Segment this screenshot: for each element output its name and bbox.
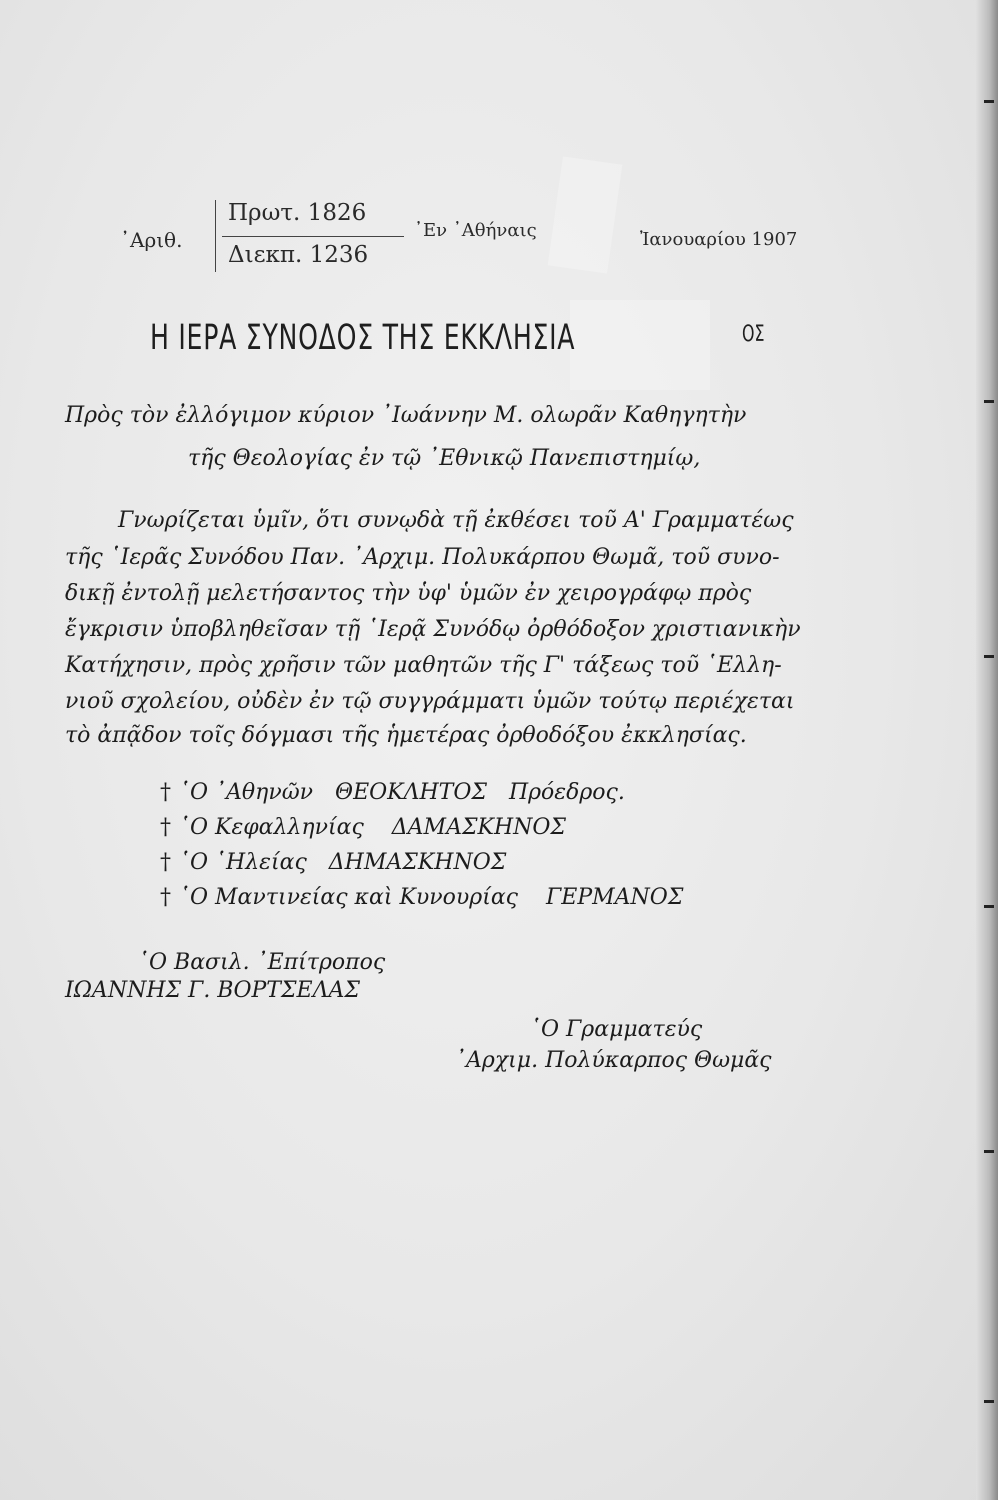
signatory-line: [160, 780, 625, 805]
body-line: νιοῦ σχολείου, οὐδὲν ἐν τῷ συγγράμματι ὑμῶν τούτῳ περιέχεται: [65, 689, 795, 714]
dagger-icon: †: [160, 850, 171, 875]
secretary-title: ῾Ο Γραμματεύς: [530, 1017, 703, 1042]
ref-number-label: ᾿Αριθ.: [120, 228, 183, 252]
body-line: δικῇ ἐντολῇ μελετήσαντος τὴν ὑφ' ὑμῶν ἐν χειρογράφῳ πρὸς: [65, 581, 752, 606]
paper-damage: [548, 156, 623, 273]
binding-mark: [984, 905, 994, 908]
signatory-see: ῾Ο Κεφαλληνίας: [179, 815, 364, 840]
document-title: Η ΙΕΡΑ ΣΥΝΟΔΟΣ ΤΗΣ ΕΚΚΛΗΣΙΑ: [150, 318, 576, 358]
place-line: ᾿Εν ᾿Αθήναις: [414, 220, 537, 241]
signatory-line: [160, 850, 506, 875]
signatory-line: [160, 815, 566, 840]
signatory-name: ΓΕΡΜΑΝΟΣ: [546, 885, 684, 910]
body-line: τῆς ῾Ιερᾶς Συνόδου Παν. ᾿Αρχιμ. Πολυκάρπου Θωμᾶ, τοῦ συνο-: [65, 545, 780, 570]
body-line: Κατήχησιν, πρὸς χρῆσιν τῶν μαθητῶν τῆς Γ' τάξεως τοῦ ῾Ελλη-: [65, 653, 782, 678]
secretary-name: ᾿Αρχιμ. Πολύκαρπος Θωμᾶς: [455, 1048, 772, 1073]
dispatch-number: Διεκπ. 1236: [228, 242, 369, 268]
binding-mark: [984, 100, 994, 103]
paper-damage: [570, 300, 710, 390]
document-title-fragment: ΟΣ: [742, 322, 765, 347]
binding-mark: [984, 655, 994, 658]
address-line: Πρὸς τὸν ἐλλόγιμον κύριον ᾿Ιωάννην Μ. ολωρᾶν Καθηγητὴν: [65, 403, 747, 428]
dagger-icon: †: [160, 885, 171, 910]
signatory-role: Πρόεδρος.: [508, 780, 625, 805]
date-line: Ἰανουαρίου 1907: [640, 229, 798, 250]
signatory-name: ΔΑΜΑΣΚΗΝΟΣ: [391, 815, 566, 840]
binding-mark: [984, 1150, 994, 1153]
commissioner-title: ῾Ο Βασιλ. ᾿Επίτροπος: [138, 950, 386, 975]
address-line: τῆς Θεολογίας ἐν τῷ ᾿Εθνικῷ Πανεπιστημίῳ,: [188, 446, 701, 471]
binding-mark: [984, 400, 994, 403]
body-line: ἔγκρισιν ὑποβληθεῖσαν τῇ ῾Ιερᾷ Συνόδῳ ὀρθόδοξον χριστιανικὴν: [65, 617, 801, 642]
page-edge-shadow: [976, 0, 998, 1500]
ref-fraction-line: [222, 236, 404, 237]
protocol-number: Πρωτ. 1826: [228, 200, 367, 226]
signatory-line: [160, 885, 683, 910]
commissioner-name: ΙΩΑΝΝΗΣ Γ. ΒΟΡΤΣΕΛΑΣ: [65, 978, 360, 1003]
ref-divider: [215, 200, 216, 272]
dagger-icon: †: [160, 780, 171, 805]
binding-mark: [984, 1400, 994, 1403]
body-line: τὸ ἀπᾷδον τοῖς δόγμασι τῆς ἡμετέρας ὀρθοδόξου ἐκκλησίας.: [65, 723, 747, 748]
dagger-icon: †: [160, 815, 171, 840]
signatory-name: ΔΗΜΑΣΚΗΝΟΣ: [328, 850, 507, 875]
signatory-see: ῾Ο ῾Ηλείας: [179, 850, 307, 875]
signatory-name: ΘΕΟΚΛΗΤΟΣ: [335, 780, 487, 805]
signatory-see: ῾Ο ᾿Αθηνῶν: [179, 780, 314, 805]
body-line: Γνωρίζεται ὑμῖν, ὅτι συνῳδὰ τῇ ἐκθέσει τοῦ Α' Γραμματέως: [118, 508, 794, 533]
signatory-see: ῾Ο Μαντινείας καὶ Κυνουρίας: [179, 885, 519, 910]
